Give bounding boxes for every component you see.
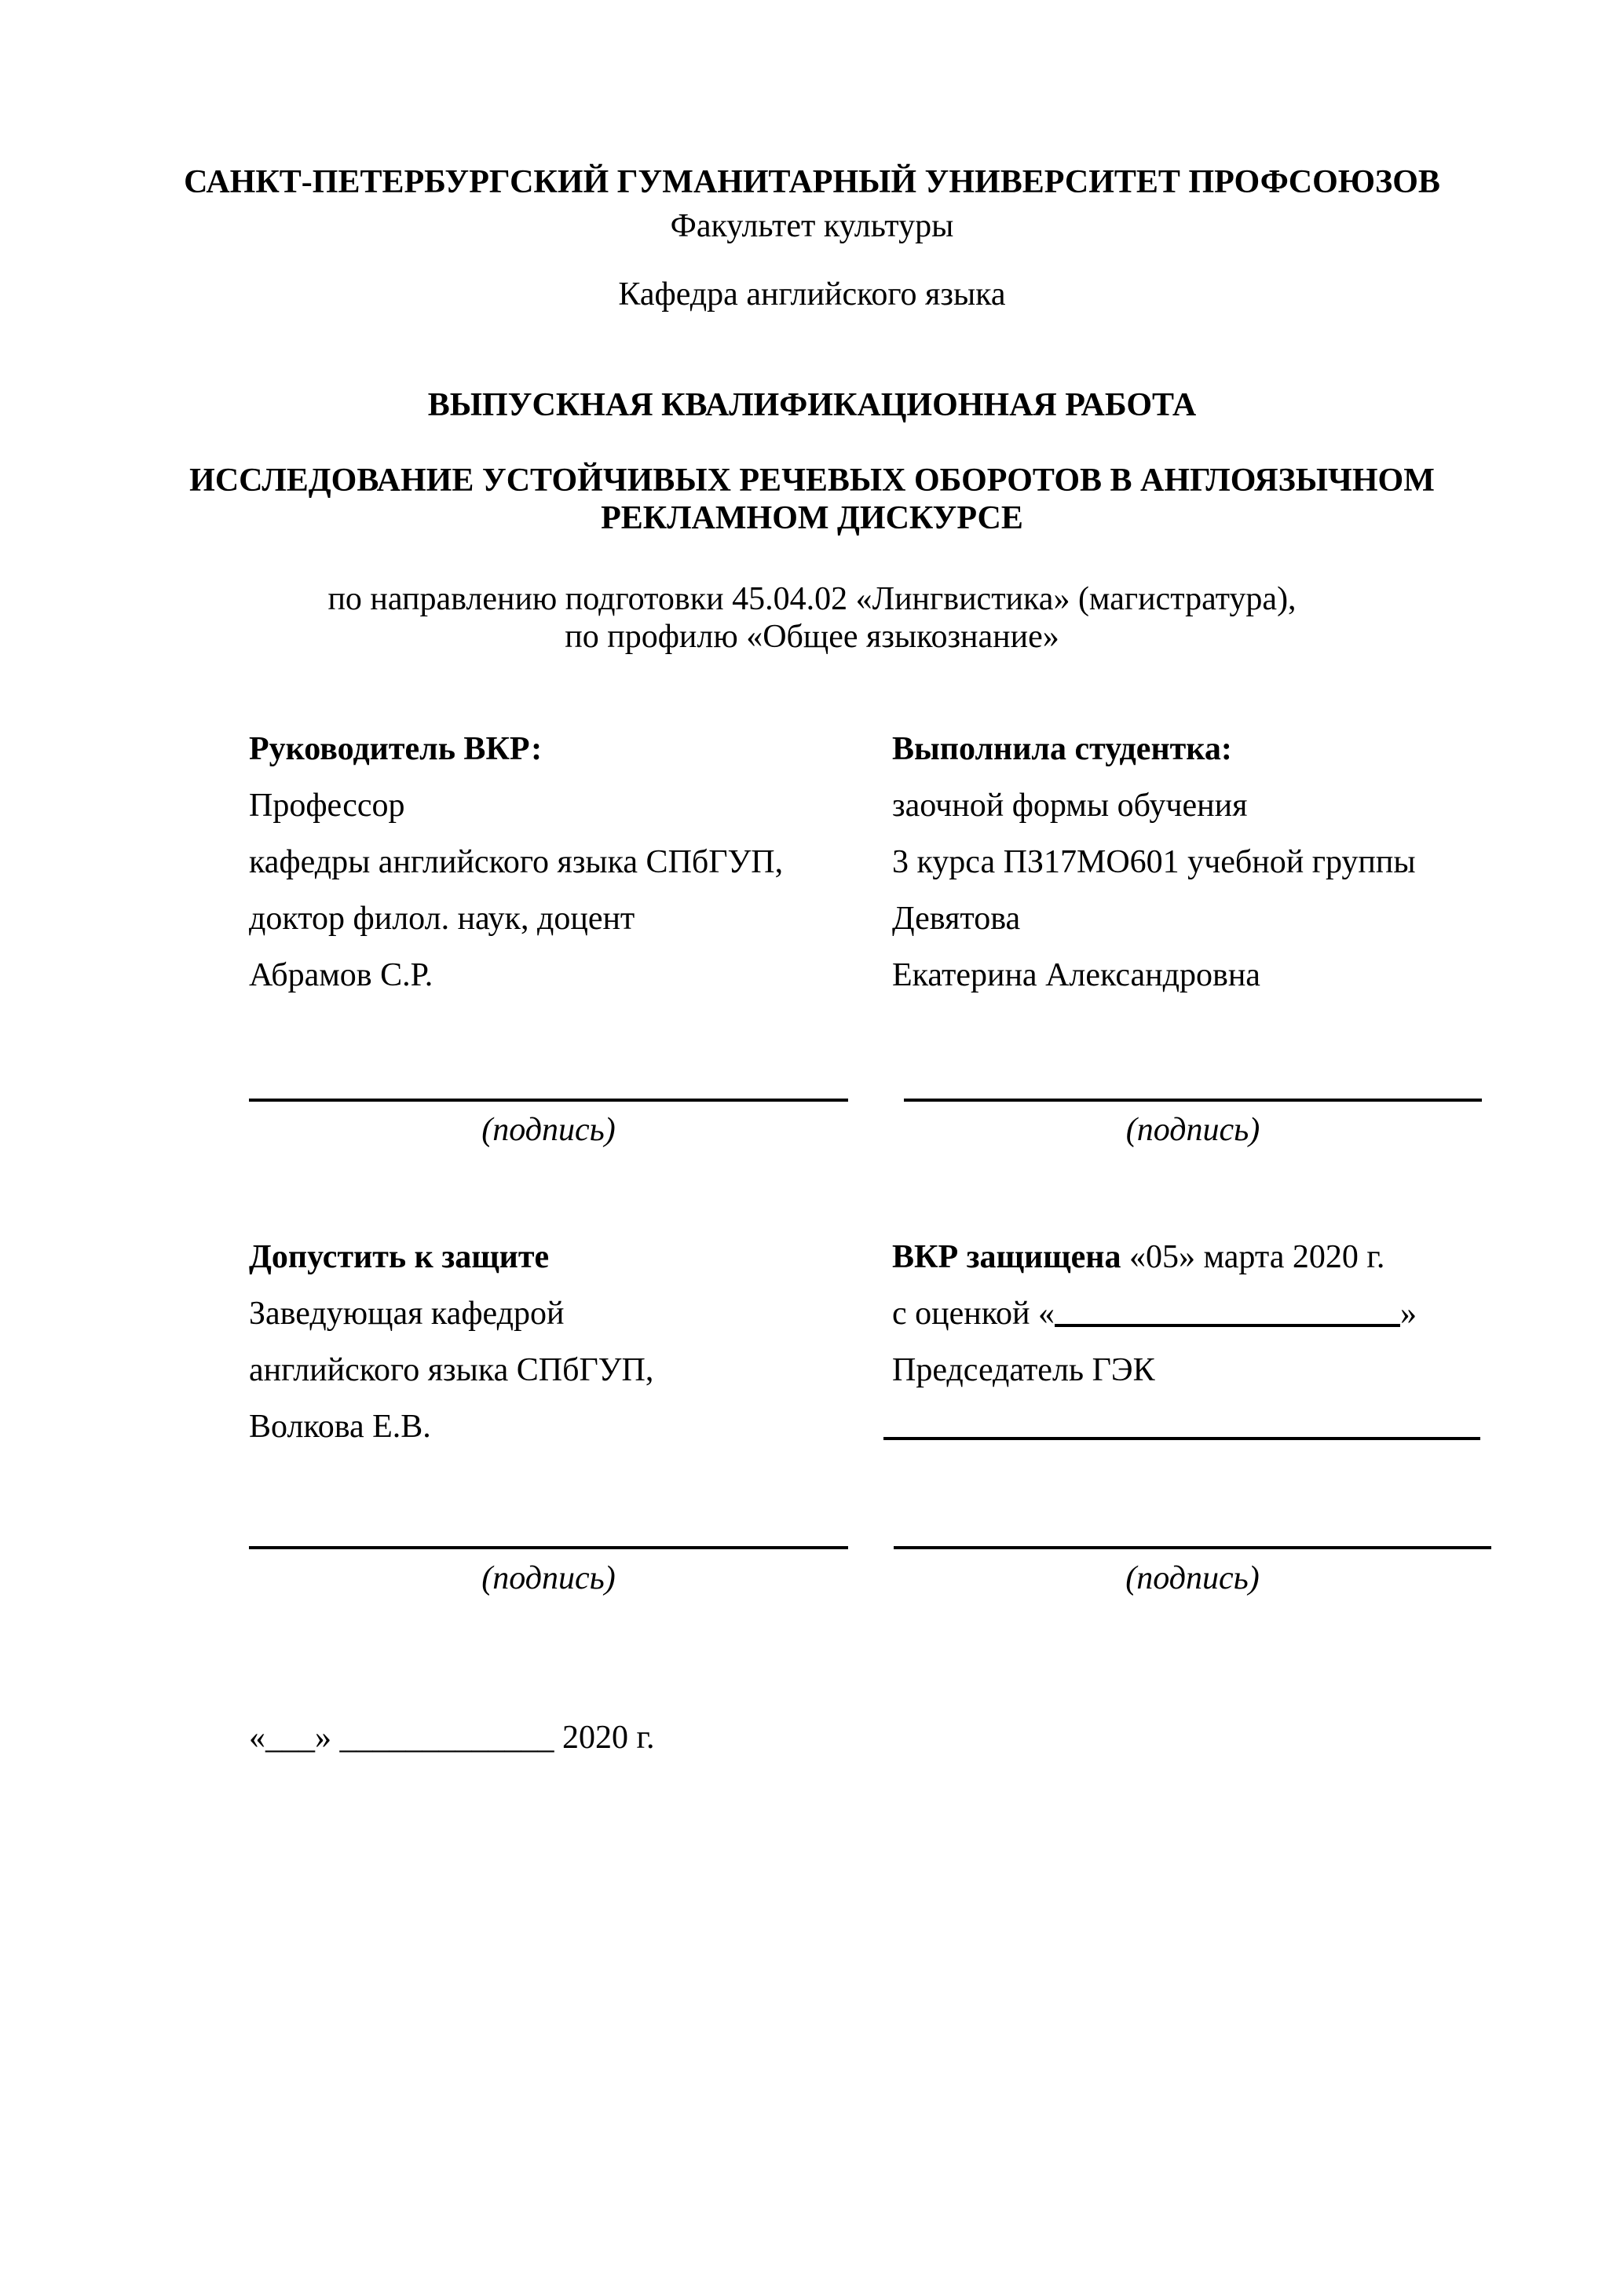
program-line-2: по профилю «Общее языкознание» xyxy=(565,619,1059,655)
student-signature-line xyxy=(904,1099,1482,1102)
student-heading: Выполнила студентка: xyxy=(892,731,1232,767)
program-block xyxy=(164,580,1460,656)
program-line-1: по направлению подготовки 45.04.02 «Лингвистика» (магистратура), xyxy=(327,581,1297,617)
student-line: заочной формы обучения xyxy=(892,788,1248,824)
student-line: Девятова xyxy=(892,901,1021,937)
grade-row xyxy=(892,1295,1520,1333)
date-line: «___» _____________ 2020 г. xyxy=(249,1720,655,1756)
chairman-signature-line-2 xyxy=(894,1546,1491,1549)
chairman-label: Председатель ГЭК xyxy=(892,1352,1155,1388)
student-line: Екатерина Александровна xyxy=(892,957,1260,993)
supervisor-line: доктор филол. наук, доцент xyxy=(249,901,635,937)
student-line: 3 курса ПЗ17МО601 учебной группы xyxy=(892,844,1416,880)
defense-heading: ВКР защищена xyxy=(892,1239,1121,1275)
defense-heading-row xyxy=(892,1238,1520,1276)
admission-heading: Допустить к защите xyxy=(249,1239,550,1275)
supervisor-heading: Руководитель ВКР: xyxy=(249,731,543,767)
department-name: Кафедра английского языка xyxy=(618,276,1006,313)
admission-line: Волкова Е.В. xyxy=(249,1409,431,1445)
thesis-title: ИССЛЕДОВАНИЕ УСТОЙЧИВЫХ РЕЧЕВЫХ ОБОРОТОВ В АНГЛОЯЗЫЧНОМ РЕКЛАМНОМ ДИСКУРСЕ xyxy=(189,462,1435,536)
grade-blank-line xyxy=(1055,1322,1400,1327)
signature-caption: (подпись) xyxy=(481,1560,616,1596)
defense-date: «05» марта 2020 г. xyxy=(1121,1239,1385,1275)
work-type-heading: ВЫПУСКНАЯ КВАЛИФИКАЦИОННАЯ РАБОТА xyxy=(427,387,1197,423)
supervisor-line: Профессор xyxy=(249,788,405,824)
signature-caption: (подпись) xyxy=(481,1112,616,1148)
admission-line: Заведующая кафедрой xyxy=(249,1296,565,1332)
signature-caption: (подпись) xyxy=(1125,1112,1260,1148)
supervisor-line: кафедры английского языка СПбГУП, xyxy=(249,844,784,880)
university-name: САНКТ-ПЕТЕРБУРГСКИЙ ГУМАНИТАРНЫЙ УНИВЕРСИТЕТ ПРОФСОЮЗОВ xyxy=(184,164,1440,200)
grade-suffix: » xyxy=(1400,1296,1417,1332)
supervisor-line: Абрамов С.Р. xyxy=(249,957,433,993)
signature-caption: (подпись) xyxy=(1125,1560,1260,1596)
supervisor-signature-line xyxy=(249,1099,848,1102)
faculty-name: Факультет культуры xyxy=(670,208,954,244)
chairman-signature-line xyxy=(883,1437,1480,1440)
admission-signature-line xyxy=(249,1546,848,1549)
grade-prefix: с оценкой « xyxy=(892,1296,1055,1332)
admission-line: английского языка СПбГУП, xyxy=(249,1352,654,1388)
